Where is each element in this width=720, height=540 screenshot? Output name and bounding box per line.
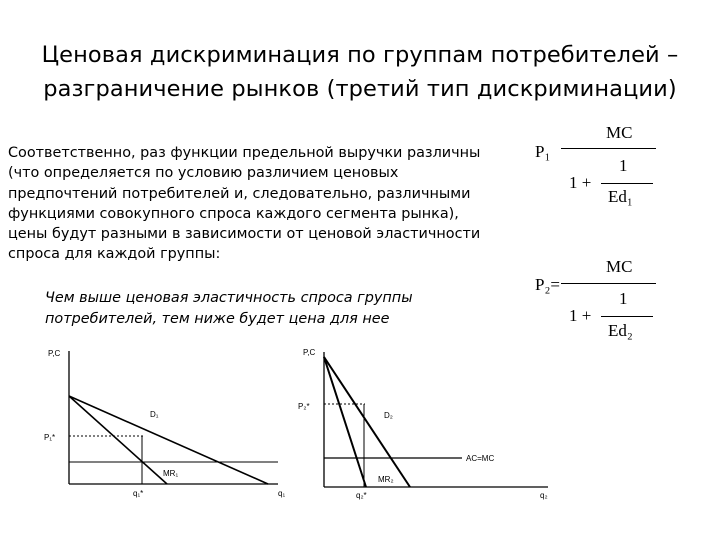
formula-den-plus: 1 +	[569, 306, 592, 325]
body-line: цены будут разными в зависимости от ценовой эластичности	[8, 226, 481, 243]
quantity-label: q₂*	[356, 491, 367, 500]
formula-lhs: P₂=	[535, 275, 560, 294]
emphasis-line: потребителей, тем ниже будет цена для нее	[45, 310, 390, 327]
title-line-2: разграничение рынков (третий тип дискриминации)	[43, 76, 677, 102]
y-axis-label: P,C	[303, 348, 316, 357]
formula-den-plus: 1 +	[569, 173, 592, 192]
formula-den-elasticity: Ed₂	[608, 321, 633, 340]
title-line-1: Ценовая дискриминация по группам потребителей –	[41, 42, 679, 68]
mr-label: MR₁	[163, 469, 179, 478]
body-line: предпочтений потребителей и, следовательно, различными	[8, 185, 471, 202]
x-axis-label: q₂	[540, 491, 548, 500]
formula-den-one: 1	[619, 156, 628, 175]
price-label: P₂*	[298, 402, 310, 411]
formula-numerator: MC	[606, 123, 633, 142]
cost-label: AC=MC	[466, 454, 495, 463]
mr-curve-mr2	[324, 357, 366, 487]
quantity-label: q₁*	[133, 489, 144, 498]
price-label: P₁*	[44, 433, 56, 442]
body-line: (что определяется по условию различием ценовых	[8, 165, 399, 182]
demand-label: D₁	[150, 410, 159, 419]
y-axis-label: P,C	[48, 349, 61, 358]
formula-den-elasticity: Ed₁	[608, 187, 633, 206]
formula-lhs: P₁	[535, 142, 551, 161]
body-line: Соответственно, раз функции предельной выручки различны	[8, 145, 481, 161]
body-line: спроса для каждой группы:	[8, 246, 221, 263]
body-line: функциями совокупного спроса каждого сегмента рынка),	[8, 205, 459, 222]
emphasis-line: Чем выше ценовая эластичность спроса группы	[45, 290, 413, 306]
mr-label: MR₂	[378, 475, 394, 484]
formula-den-one: 1	[619, 289, 628, 308]
x-axis-label: q₁	[278, 489, 286, 498]
formula-numerator: MC	[606, 257, 633, 276]
demand-curve-d2	[324, 357, 410, 487]
demand-label: D₂	[384, 411, 393, 420]
